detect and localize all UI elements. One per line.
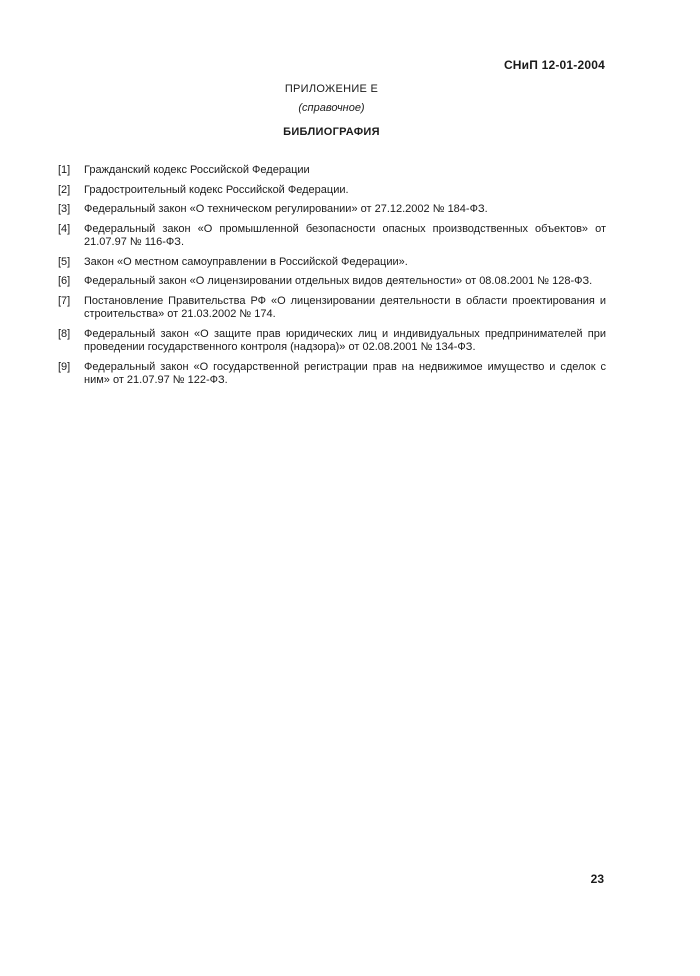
bibliography-item: [58, 361, 606, 388]
bibliography-text: Федеральный закон «О государственной регистрации прав на недвижимое имущество и сделок с ним» от 21.07.97 № 122-ФЗ.: [84, 360, 606, 386]
bibliography-item: [58, 256, 606, 270]
bibliography-number: [1]: [58, 164, 71, 176]
bibliography-item: [58, 164, 606, 178]
appendix-note: (справочное): [298, 102, 365, 114]
bibliography-list: [58, 164, 606, 394]
bibliography-text: Федеральный закон «О лицензировании отдельных видов деятельности» от 08.08.2001 № 128-ФЗ.: [84, 275, 593, 287]
bibliography-text: Федеральный закон «О промышленной безопасности опасных производственных объектов» от 21.07.97 № 116-ФЗ.: [84, 222, 606, 248]
bibliography-text: Федеральный закон «О защите прав юридических лиц и индивидуальных предпринимателей при проведении государственного контроля (надзора)» от 02.08.2001 № 134-ФЗ.: [84, 327, 606, 353]
bibliography-item: [58, 184, 606, 198]
bibliography-item: [58, 295, 606, 322]
bibliography-number: [5]: [58, 255, 71, 268]
bibliography-item: [58, 275, 606, 289]
bibliography-number: [3]: [58, 203, 71, 215]
bibliography-number: [4]: [58, 222, 71, 235]
section-title: БИБЛИОГРАФИЯ: [283, 126, 380, 138]
bibliography-text: Закон «О местном самоуправлении в Российской Федерации».: [84, 255, 408, 268]
bibliography-item: [58, 223, 606, 250]
bibliography-text: Федеральный закон «О техническом регулировании» от 27.12.2002 № 184-ФЗ.: [84, 203, 488, 215]
bibliography-number: [7]: [58, 294, 71, 307]
page-number: 23: [590, 872, 604, 886]
bibliography-item: [58, 328, 606, 355]
bibliography-number: [6]: [58, 275, 71, 287]
bibliography-number: [2]: [58, 183, 71, 196]
bibliography-text: Гражданский кодекс Российской Федерации: [84, 164, 310, 176]
appendix-label: ПРИЛОЖЕНИЕ Е: [284, 83, 379, 95]
bibliography-number: [9]: [58, 360, 71, 373]
bibliography-text: Постановление Правительства РФ «О лицензировании деятельности в области проектирования и строительства» от 21.03.2002 № 174.: [84, 294, 606, 320]
document-code: СНиП 12-01-2004: [503, 58, 605, 72]
bibliography-text: Градостроительный кодекс Российской Федерации.: [84, 183, 349, 196]
bibliography-item: [58, 203, 606, 217]
bibliography-number: [8]: [58, 327, 71, 340]
